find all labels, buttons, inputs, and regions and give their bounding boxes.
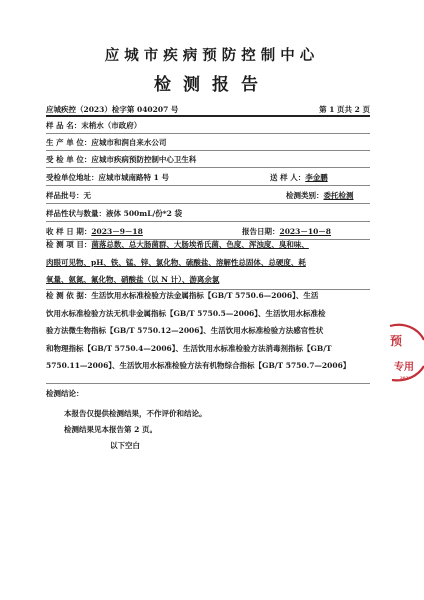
report-date-label: 报告日期： (242, 227, 280, 236)
inspector-address-row (46, 172, 370, 184)
sample-name-label: 样 品 名： (46, 121, 82, 130)
organization-name: 应城市疾病预防控制中心 (104, 47, 320, 64)
test-type-label: 检测类别： (286, 191, 324, 200)
section-divider (46, 383, 370, 384)
inspector-label: 受 检 单 位： (46, 155, 92, 164)
sample-nature-label: 样品性状与数量： (46, 209, 106, 218)
test-items-line: 肉眼可见物、pH、铁、锰、锌、氯化物、硫酸盐、溶解性总固体、总硬度、耗 (46, 257, 306, 267)
seal-char: 预 (390, 334, 403, 348)
report-date-value: 2023－10－8 (279, 227, 332, 236)
inspector-address-value: 应城市城南路特 1 号 (98, 173, 169, 182)
page-number: 第 1 页共 2 页 (319, 105, 370, 114)
reference-line (46, 104, 370, 115)
inspector-value: 应城市疾病预防控制中心卫生科 (91, 155, 197, 164)
seal-code: 2023 (400, 375, 412, 380)
submitter-value: 李金鹏 (305, 173, 328, 182)
test-basis-line: 生活饮用水标准检验方法金属指标【GB/T 5750.6—2006】、生活 (91, 291, 319, 300)
reference-number: 应城疾控（2023）检字第 040207 号 (46, 105, 179, 114)
received-date-value: 2023－9－18 (91, 227, 143, 236)
test-basis-line: 5750.11—2006】、生活饮用水标准检验方法有机物综合指标【GB/T 5750.7—2006】 (46, 361, 351, 370)
header-divider (46, 115, 370, 117)
submitter-label: 送 样 人： (270, 173, 306, 182)
official-seal (388, 322, 424, 382)
report-title: 检测报告 (154, 75, 270, 95)
conclusion-text: 检测结果见本报告第 2 页。 (64, 425, 157, 434)
row-divider (46, 185, 370, 186)
sample-name-value: 末梢水（市政府） (81, 121, 142, 130)
seal-char: 专用 (394, 362, 414, 373)
test-basis-line: 饮用水标准检验方法无机非金属指标【GB/T 5750.5—2006】、生活饮用水标准检 (46, 308, 326, 318)
test-items-label: 检 测 项 目： (46, 240, 92, 249)
test-items (46, 236, 370, 289)
row-divider (46, 133, 370, 134)
test-basis (46, 287, 370, 375)
blank-below-note: 以下空白 (110, 441, 140, 450)
producer-row (46, 137, 166, 149)
producer-value: 应城市和润自来水公司 (91, 138, 167, 147)
test-basis-line: 验方法微生物指标【GB/T 5750.12—2006】、生活饮用水标准检验方法感官性状 (46, 326, 324, 335)
test-basis-label: 检 测 依 据： (46, 291, 92, 300)
conclusion-label: 检测结论： (46, 389, 84, 398)
conclusion-text: 本报告仅提供检测结果，不作评价和结论。 (64, 409, 207, 418)
sample-batch-label: 样品批号： (46, 191, 84, 200)
received-date-label: 收 样 日 期： (46, 227, 92, 236)
sample-name-row (46, 120, 141, 132)
row-divider (46, 221, 370, 222)
row-divider (46, 150, 370, 151)
test-items-line: 氧量、氨氮、氟化物、硝酸盐（以 N 计）、游离余氯 (46, 275, 220, 284)
test-items-line: 菌落总数、总大肠菌群、大肠埃希氏菌、色度、浑浊度、臭和味、 (91, 240, 309, 249)
test-type-value: 委托检测 (323, 191, 354, 200)
sample-nature-row (46, 208, 182, 220)
inspector-address-label: 受检单位地址： (46, 173, 99, 182)
row-divider (46, 167, 370, 168)
sample-batch-value: 无 (83, 191, 91, 200)
test-basis-line: 和物理指标【GB/T 5750.4—2006】、生活饮用水标准检验方法消毒剂指标【GB/T (46, 343, 332, 353)
inspector-row (46, 154, 196, 166)
producer-label: 生 产 单 位： (46, 138, 92, 147)
row-divider (46, 203, 370, 204)
sample-batch-row (46, 190, 370, 202)
sample-nature-value: 液体 500mL/份*2 袋 (106, 209, 182, 218)
seal-arc-icon (388, 322, 424, 382)
